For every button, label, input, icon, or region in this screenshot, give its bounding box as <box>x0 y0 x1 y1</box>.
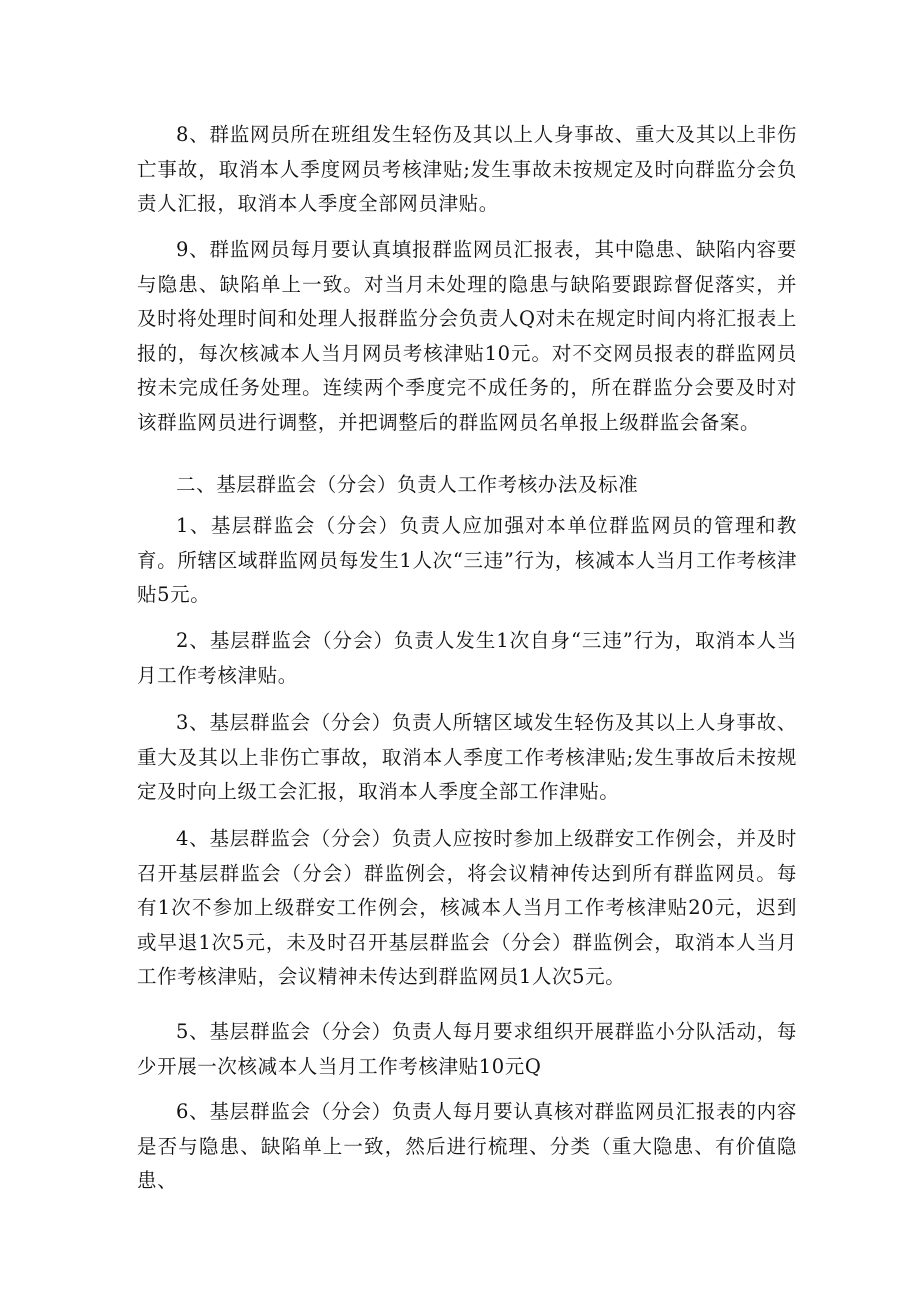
paragraph-item-5: 5、基层群监会（分会）负责人每月要求组织开展群监小分队活动，每少开展一次核减本人当月工作考核津贴10元Q <box>137 1020 797 1078</box>
paragraph-item-4: 4、基层群监会（分会）负责人应按时参加上级群安工作例会，并及时召开基层群监会（分会）群监例会，将会议精神传达到所有群监网员。每有1次不参加上级群安工作例会，核减本人当月工作考核津贴20元，迟到或早退1次5元，未及时召开基层群监会（分会）群监例会，取消本人当月工作考核津贴，会议精神未传达到群监网员1人次5元。 <box>137 827 797 988</box>
paragraph-item-2: 2、基层群监会（分会）负责人发生1次自身“三违”行为，取消本人当月工作考核津贴。 <box>137 629 797 687</box>
paragraph-item-3: 3、基层群监会（分会）负责人所辖区域发生轻伤及其以上人身事故、重大及其以上非伤亡事故，取消本人季度工作考核津贴;发生事故后未按规定及时向上级工会汇报，取消本人季度全部工作津贴。 <box>137 711 797 803</box>
paragraph-item-9: 9、群监网员每月要认真填报群监网员汇报表，其中隐患、缺陷内容要与隐患、缺陷单上一致。对当月未处理的隐患与缺陷要跟踪督促落实，并及时将处理时间和处理人报群监分会负责人Q对未在规定时间内将汇报表上报的，每次核减本人当月网员考核津贴10元。对不交网员报表的群监网员按未完成任务处理。连续两个季度完不成任务的，所在群监分会要及时对该群监网员进行调整，并把调整后的群监网员名单报上级群监会备案。 <box>137 238 797 434</box>
section-heading-2: 二、基层群监会（分会）负责人工作考核办法及标准 <box>176 473 639 496</box>
paragraph-item-6: 6、基层群监会（分会）负责人每月要认真核对群监网员汇报表的内容是否与隐患、缺陷单上一致，然后进行梳理、分类（重大隐患、有价值隐患、 <box>137 1100 797 1192</box>
paragraph-item-8: 8、群监网员所在班组发生轻伤及其以上人身事故、重大及其以上非伤亡事故，取消本人季度网员考核津贴;发生事故未按规定及时向群监分会负责人汇报，取消本人季度全部网员津贴。 <box>137 123 797 215</box>
paragraph-item-1: 1、基层群监会（分会）负责人应加强对本单位群监网员的管理和教育。所辖区域群监网员每发生1人次“三违”行为，核减本人当月工作考核津贴5元。 <box>137 514 797 606</box>
